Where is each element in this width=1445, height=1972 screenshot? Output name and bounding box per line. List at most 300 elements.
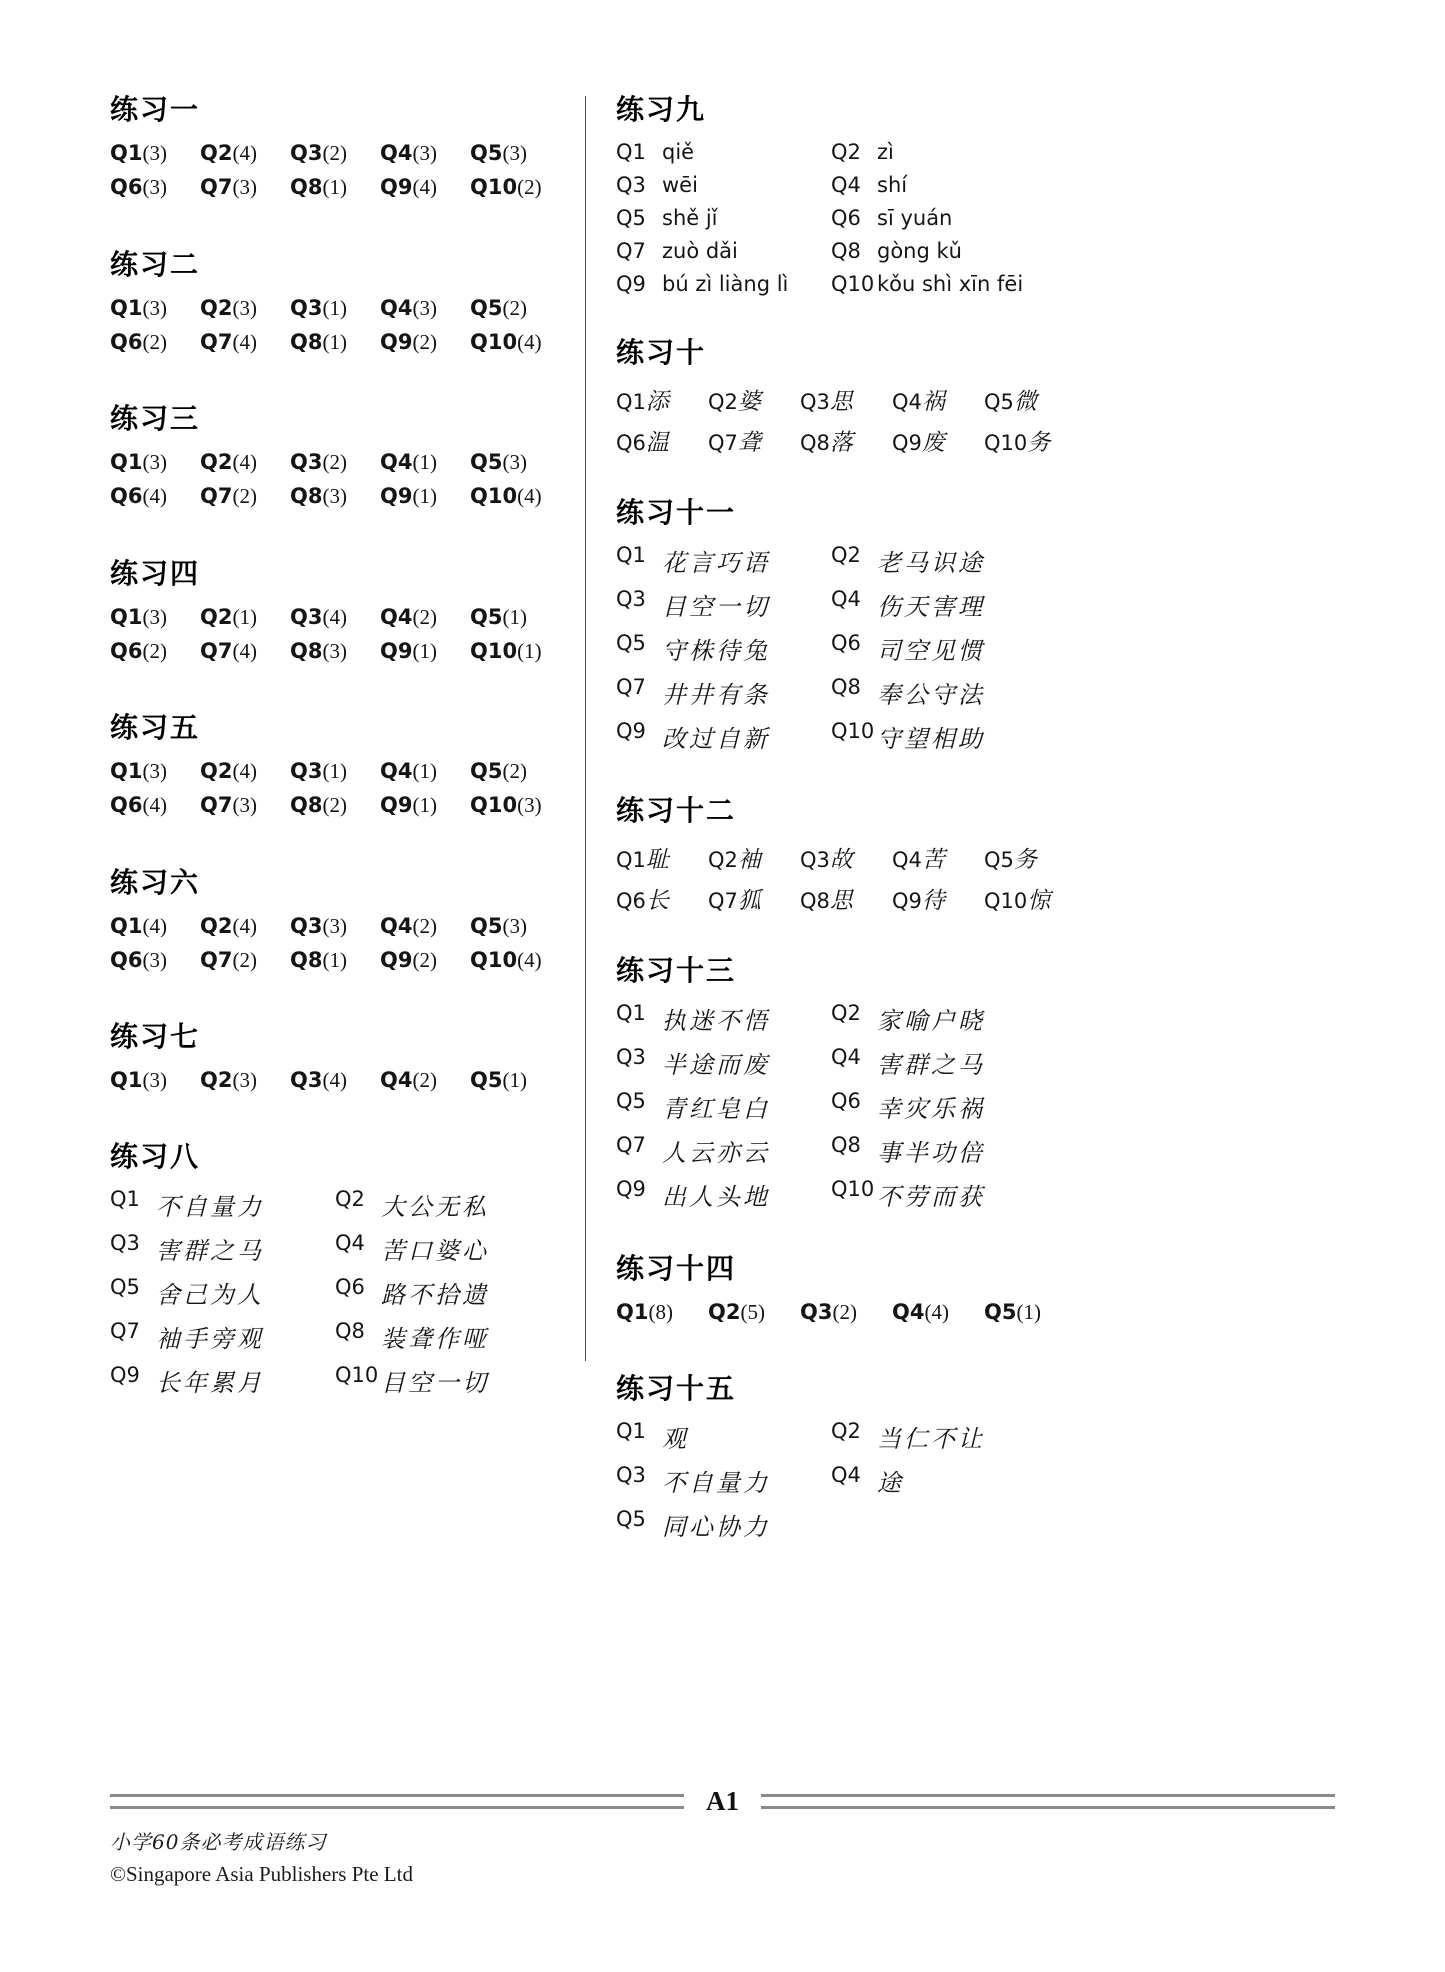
section-spacer (110, 827, 585, 869)
question-label: Q5 (470, 604, 503, 629)
answer-cell (616, 1001, 831, 1036)
answer-row (616, 543, 1316, 578)
question-label: Q3 (290, 1068, 323, 1092)
footer-rule (110, 1785, 1335, 1816)
answer-cell (470, 449, 527, 475)
answer-cell (110, 947, 200, 973)
character-answer: 故 (829, 847, 853, 873)
exercise-title: 练习六 (110, 865, 201, 899)
answer-cell (470, 1067, 527, 1093)
answer-row (110, 1231, 585, 1266)
answer-cell (616, 272, 831, 296)
question-label: Q6 (110, 947, 143, 972)
answer-cell (708, 1299, 800, 1325)
answer-cell (290, 758, 380, 784)
answer-cell (110, 140, 200, 166)
question-label: Q10 (470, 793, 518, 818)
question-label: Q8 (290, 175, 323, 200)
answer-cell (110, 913, 200, 939)
answer-cell (984, 882, 1050, 915)
character-answer: 思 (829, 389, 853, 415)
answer-cell (800, 424, 892, 457)
answer-cell (708, 882, 800, 915)
question-label: Q6 (110, 793, 143, 818)
answer-cell (470, 638, 542, 664)
question-label: Q9 (616, 719, 646, 743)
answer-cell (470, 140, 527, 166)
answer-cell (380, 913, 470, 939)
answer-cell (616, 424, 708, 457)
answer-value: (3) (502, 141, 527, 165)
idiom-answer: 事半功倍 (877, 1139, 985, 1167)
answer-cell (616, 1419, 831, 1454)
idiom-answer: 大公无私 (381, 1193, 489, 1222)
question-label: Q8 (831, 239, 861, 263)
answer-value: (4) (232, 450, 257, 474)
answer-cell (110, 1067, 200, 1093)
question-label: Q10 (470, 638, 518, 663)
exercise-title: 练习十 (616, 336, 707, 369)
answer-value: (3) (322, 913, 347, 938)
answer-row (110, 449, 585, 475)
answer-cell (831, 140, 894, 164)
question-label: Q8 (290, 793, 323, 818)
character-answer: 务 (1013, 847, 1037, 873)
answer-cell (380, 792, 470, 818)
question-label: Q1 (616, 1001, 646, 1025)
answer-value: (2) (322, 793, 347, 818)
question-label: Q8 (290, 638, 323, 663)
question-label: Q7 (616, 675, 646, 699)
answer-cell (708, 841, 800, 874)
question-label: Q6 (110, 638, 143, 663)
answer-cell (831, 206, 952, 230)
section-spacer (616, 1333, 1316, 1375)
answer-value: (1) (1016, 1300, 1041, 1324)
answer-value: (1) (322, 329, 347, 354)
character-answer: 废 (921, 430, 945, 456)
answer-value: (4) (232, 329, 257, 354)
idiom-answer: 长年累月 (156, 1369, 264, 1398)
idiom-answer: 装聋作哑 (381, 1325, 489, 1354)
answer-cell (200, 947, 290, 973)
answer-row (616, 1507, 1316, 1542)
answer-row (616, 631, 1316, 666)
right-column (586, 93, 1316, 1776)
answer-cell (110, 1187, 335, 1222)
character-answer: 苦 (921, 847, 945, 873)
section-spacer (110, 1407, 585, 1441)
answer-row (110, 758, 585, 784)
answer-value: (4) (232, 759, 257, 783)
pinyin-answer: zuò dǎi (662, 239, 738, 263)
question-label: Q5 (616, 631, 646, 655)
question-label: Q4 (380, 141, 413, 165)
question-label: Q10 (470, 947, 518, 972)
answer-grid (616, 841, 1316, 915)
answer-cell (831, 1045, 985, 1080)
idiom-answer: 伤天害理 (877, 593, 985, 621)
question-label: Q10 (470, 484, 518, 509)
pinyin-answer: gòng kǔ (877, 239, 962, 263)
answer-cell (200, 329, 290, 355)
question-label: Q9 (892, 431, 922, 455)
answer-value: (3) (412, 141, 437, 165)
answer-value: (3) (322, 484, 347, 509)
answer-cell (616, 173, 831, 197)
question-label: Q8 (800, 431, 830, 455)
answer-cell (380, 295, 470, 321)
answer-value: (2) (142, 638, 167, 663)
question-label: Q10 (984, 431, 1028, 455)
question-label: Q10 (470, 329, 518, 354)
section-spacer (110, 518, 585, 560)
character-answer: 耻 (645, 847, 669, 873)
question-label: Q10 (831, 272, 875, 296)
question-label: Q7 (616, 239, 646, 263)
answer-row (110, 604, 585, 630)
idiom-answer: 观 (662, 1425, 689, 1454)
answer-row (110, 638, 585, 664)
answer-grid (110, 758, 585, 819)
pinyin-answer: sī yuán (877, 206, 953, 230)
question-label: Q1 (110, 295, 143, 320)
book-title-cn: 小学60条必考成语练习 (110, 1830, 327, 1854)
answer-cell (616, 1133, 831, 1168)
answer-value: (1) (502, 604, 527, 629)
idiom-answer: 袖手旁观 (156, 1325, 264, 1354)
answer-cell (892, 841, 984, 874)
answer-row (110, 1067, 585, 1093)
question-label: Q3 (110, 1231, 140, 1256)
question-label: Q1 (110, 604, 143, 629)
answer-cell (800, 882, 892, 915)
answer-value: (3) (142, 604, 167, 629)
answer-row (110, 329, 585, 355)
exercise-3-right (616, 496, 1316, 797)
answer-cell (200, 1067, 290, 1093)
answer-cell (380, 329, 470, 355)
answer-cell (470, 329, 542, 355)
answer-value: (4) (517, 947, 542, 972)
answer-cell (200, 449, 290, 475)
answer-row (616, 206, 1316, 230)
answer-cell (984, 1299, 1041, 1325)
idiom-answer: 途 (877, 1469, 904, 1498)
answer-value: (4) (322, 1068, 347, 1092)
footer-credits (110, 1828, 413, 1889)
answer-cell (984, 383, 1037, 416)
answer-row (110, 792, 585, 818)
answer-cell (831, 1133, 985, 1168)
answer-row (616, 424, 1316, 457)
idiom-answer: 害群之马 (877, 1051, 985, 1079)
answer-cell (200, 758, 290, 784)
answer-value: (3) (502, 450, 527, 474)
answer-cell (800, 383, 892, 416)
idiom-answer: 守望相助 (877, 725, 985, 753)
answer-cell (831, 173, 907, 197)
question-label: Q1 (110, 1068, 143, 1092)
question-label: Q7 (200, 793, 233, 818)
character-answer: 微 (1013, 389, 1037, 415)
answer-value: (4) (142, 793, 167, 818)
answer-cell (290, 483, 380, 509)
answer-row (110, 483, 585, 509)
exercise-2-left (110, 247, 585, 406)
answer-cell (110, 449, 200, 475)
question-label: Q1 (616, 1419, 646, 1444)
pinyin-answer: bú zì liàng lì (662, 272, 789, 296)
question-label: Q3 (616, 1463, 646, 1488)
answer-value: (1) (412, 638, 437, 663)
answer-cell (290, 329, 380, 355)
answer-cell (831, 719, 985, 754)
answer-value: (1) (412, 450, 437, 474)
idiom-answer: 目空一切 (381, 1369, 489, 1398)
answer-value: (3) (322, 638, 347, 663)
exercise-2-right (616, 336, 1316, 499)
answer-cell (290, 792, 380, 818)
answer-cell (470, 483, 542, 509)
question-label: Q3 (616, 1045, 646, 1069)
answer-grid (616, 1419, 1316, 1542)
answer-row (110, 295, 585, 321)
answer-value: (3) (142, 450, 167, 474)
answer-value: (4) (142, 913, 167, 938)
answer-value: (3) (517, 793, 542, 818)
idiom-answer: 出人头地 (662, 1183, 770, 1211)
answer-row (616, 587, 1316, 622)
section-spacer (110, 981, 585, 1023)
answer-value: (4) (412, 175, 437, 200)
two-column-body (110, 93, 1335, 1776)
answer-cell (200, 295, 290, 321)
answer-row (616, 383, 1316, 416)
answer-cell (831, 675, 985, 710)
answer-value: (4) (517, 484, 542, 509)
answer-cell (470, 758, 527, 784)
exercise-6-right (616, 1252, 1316, 1375)
exercise-5-left (110, 711, 585, 869)
answer-row (616, 239, 1316, 263)
answer-value: (2) (832, 1300, 857, 1324)
question-label: Q5 (110, 1275, 140, 1300)
question-label: Q8 (831, 1133, 861, 1157)
answer-grid (616, 543, 1316, 754)
question-label: Q7 (200, 175, 233, 200)
answer-cell (470, 174, 542, 200)
answer-cell (335, 1363, 489, 1398)
question-label: Q9 (380, 638, 413, 663)
exercise-8-left (110, 1140, 585, 1441)
answer-row (616, 719, 1316, 754)
exercise-4-right (616, 794, 1316, 957)
question-label: Q9 (380, 947, 413, 972)
exercise-1-left (110, 93, 585, 251)
answer-value: (2) (232, 947, 257, 972)
idiom-answer: 老马识途 (877, 549, 985, 577)
question-label: Q2 (200, 141, 233, 165)
answer-value: (2) (502, 759, 527, 783)
question-label: Q1 (110, 759, 143, 783)
answer-cell (470, 947, 542, 973)
pinyin-answer: shě jǐ (662, 206, 718, 230)
answer-cell (616, 631, 831, 666)
question-label: Q1 (616, 390, 646, 414)
answer-cell (984, 841, 1037, 874)
question-label: Q2 (200, 1068, 233, 1092)
question-label: Q1 (110, 450, 143, 474)
question-label: Q6 (831, 1089, 861, 1113)
answer-row (110, 1319, 585, 1354)
question-label: Q4 (831, 587, 861, 611)
answer-cell (110, 1231, 335, 1266)
question-label: Q4 (380, 450, 413, 474)
section-spacer (110, 1101, 585, 1143)
answer-cell (892, 383, 984, 416)
question-label: Q7 (200, 638, 233, 663)
question-label: Q4 (380, 604, 413, 629)
answer-value: (3) (142, 1068, 167, 1092)
answer-cell (616, 1299, 708, 1325)
answer-value: (1) (517, 638, 542, 663)
answer-grid (616, 383, 1316, 457)
exercise-1-right (616, 93, 1316, 339)
answer-cell (984, 424, 1050, 457)
section-spacer (616, 1551, 1316, 1585)
page-number: A1 (706, 1785, 739, 1816)
question-label: Q8 (831, 675, 861, 699)
question-label: Q5 (616, 1089, 646, 1113)
question-label: Q2 (831, 1001, 861, 1025)
answer-cell (290, 174, 380, 200)
answer-value: (5) (740, 1300, 765, 1324)
question-label: Q3 (290, 295, 323, 320)
answer-value: (2) (517, 175, 542, 200)
exercise-title: 练习三 (110, 402, 201, 435)
answer-cell (616, 1507, 770, 1542)
answer-cell (616, 383, 708, 416)
question-label: Q4 (831, 1463, 861, 1488)
question-label: Q1 (616, 543, 646, 567)
answer-cell (800, 841, 892, 874)
answer-row (616, 1045, 1316, 1080)
idiom-answer: 路不拾遗 (381, 1281, 489, 1310)
question-label: Q7 (708, 889, 738, 913)
question-label: Q5 (616, 1507, 646, 1532)
answer-cell (110, 1363, 335, 1398)
idiom-answer: 花言巧语 (662, 549, 770, 577)
question-label: Q2 (200, 759, 233, 783)
section-spacer (616, 763, 1316, 797)
answer-cell (335, 1275, 489, 1310)
answer-value: (4) (232, 638, 257, 663)
question-label: Q5 (470, 295, 503, 320)
question-label: Q6 (616, 889, 646, 913)
question-label: Q1 (110, 141, 143, 165)
question-label: Q6 (616, 431, 646, 455)
answer-value: (2) (412, 947, 437, 972)
idiom-answer: 家喻户晓 (877, 1007, 985, 1035)
answer-grid (616, 1299, 1316, 1325)
answer-grid (616, 1001, 1316, 1212)
idiom-answer: 半途而废 (662, 1051, 770, 1079)
answer-value: (2) (412, 913, 437, 938)
idiom-answer: 不自量力 (156, 1193, 264, 1222)
answer-cell (892, 424, 984, 457)
question-label: Q9 (380, 484, 413, 509)
character-answer: 温 (645, 430, 669, 456)
answer-cell (110, 295, 200, 321)
answer-cell (616, 239, 831, 263)
pinyin-answer: wēi (662, 173, 698, 197)
question-label: Q3 (800, 390, 830, 414)
publisher-line: ©Singapore Asia Publishers Pte Ltd (110, 1862, 413, 1886)
answer-cell (290, 913, 380, 939)
answer-cell (380, 758, 470, 784)
question-label: Q3 (290, 759, 323, 783)
answer-cell (380, 1067, 470, 1093)
answer-grid (616, 140, 1316, 296)
character-answer: 祸 (921, 389, 945, 415)
idiom-answer: 目空一切 (662, 593, 770, 621)
question-label: Q8 (290, 329, 323, 354)
answer-cell (335, 1231, 489, 1266)
answer-cell (290, 947, 380, 973)
answer-row (616, 1001, 1316, 1036)
answer-grid (110, 140, 585, 201)
answer-cell (708, 424, 800, 457)
question-label: Q4 (892, 848, 922, 872)
answer-cell (831, 1001, 985, 1036)
question-label: Q5 (616, 206, 646, 230)
answer-cell (110, 483, 200, 509)
exercise-5-right (616, 954, 1316, 1255)
answer-value: (1) (322, 175, 347, 200)
answer-cell (470, 792, 542, 818)
question-label: Q2 (200, 295, 233, 320)
idiom-answer: 幸灾乐祸 (877, 1095, 985, 1123)
question-label: Q7 (110, 1319, 140, 1344)
answer-cell (616, 1177, 831, 1212)
answer-cell (110, 604, 200, 630)
character-answer: 惊 (1027, 888, 1051, 914)
answer-value: (2) (322, 141, 347, 165)
answer-cell (110, 174, 200, 200)
answer-cell (616, 1089, 831, 1124)
answer-cell (380, 604, 470, 630)
exercise-title: 练习七 (110, 1020, 201, 1053)
footer-rule-left (110, 1794, 684, 1809)
question-label: Q4 (335, 1231, 365, 1256)
question-label: Q7 (200, 329, 233, 354)
answer-row (616, 1133, 1316, 1168)
answer-grid (110, 1067, 585, 1093)
question-label: Q2 (708, 390, 738, 414)
question-label: Q4 (831, 1045, 861, 1069)
section-spacer (110, 672, 585, 714)
answer-row (110, 140, 585, 166)
answer-cell (200, 140, 290, 166)
answer-value: (2) (142, 329, 167, 354)
question-label: Q6 (110, 329, 143, 354)
answer-value: (3) (142, 141, 167, 165)
answer-cell (831, 1463, 904, 1498)
answer-grid (110, 295, 585, 356)
idiom-answer: 当仁不让 (877, 1425, 985, 1454)
question-label: Q7 (708, 431, 738, 455)
